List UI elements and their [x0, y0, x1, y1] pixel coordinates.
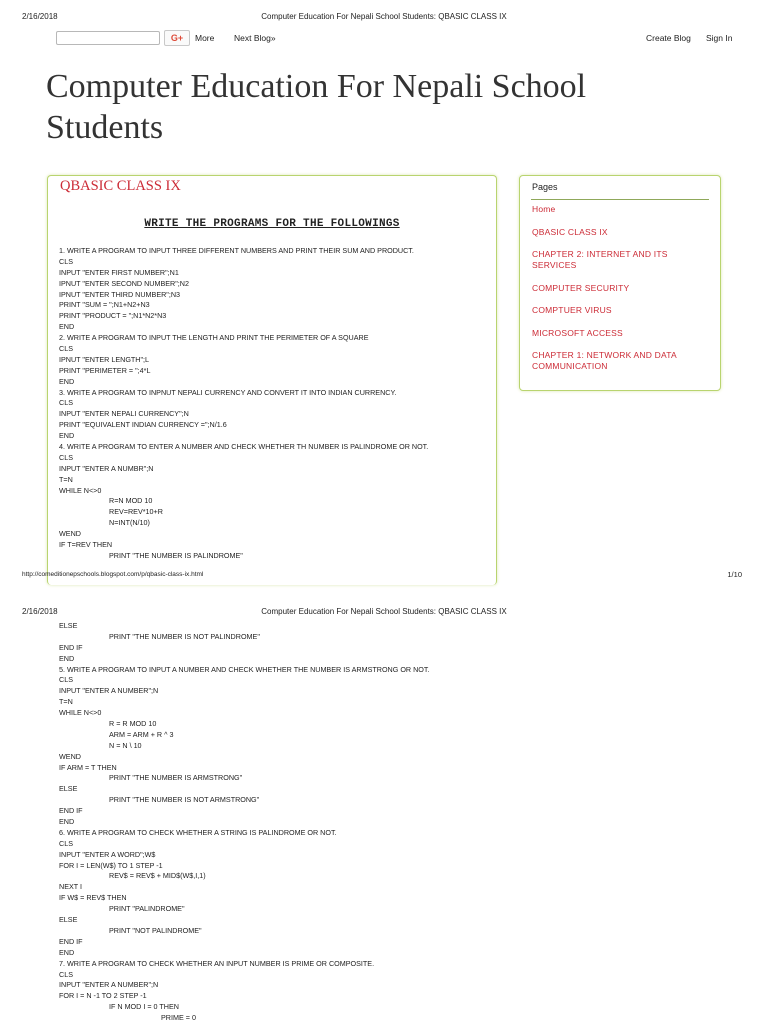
- code-line: IPNUT "ENTER SECOND NUMBER";N2: [59, 278, 189, 288]
- code-line: FOR I = LEN(W$) TO 1 STEP -1: [59, 860, 163, 870]
- code-line: ELSE: [59, 915, 78, 925]
- print-date: 2/16/2018: [22, 607, 58, 616]
- code-line: PRINT "EQUIVALENT INDIAN CURRENCY =";N/1.6: [59, 420, 227, 430]
- code-line: END: [59, 322, 75, 332]
- code-line: PRINT "PALINDROME": [109, 904, 185, 914]
- sidebar-item-microsoft-access[interactable]: MICROSOFT ACCESS: [532, 327, 623, 338]
- code-line: IF ARM = T THEN: [59, 762, 117, 772]
- code-line: WHILE N<>0: [59, 485, 102, 495]
- code-line: INPUT "ENTER FIRST NUMBER";N1: [59, 267, 179, 277]
- sidebar-item-chapter-2[interactable]: CHAPTER 2: INTERNET AND ITS SERVICES: [532, 249, 668, 270]
- code-line: CLS: [59, 675, 73, 685]
- code-line: CLS: [59, 398, 73, 408]
- code-line: END IF: [59, 642, 83, 652]
- print-date: 2/16/2018: [22, 12, 58, 21]
- sidebar-item-computer-security[interactable]: COMPUTER SECURITY: [532, 282, 630, 293]
- code-line: 1. WRITE A PROGRAM TO INPUT THREE DIFFERENT NUMBERS AND PRINT THEIR SUM AND PRODUCT.: [59, 246, 414, 255]
- code-line: PRINT "THE NUMBER IS PALINDROME": [109, 550, 243, 560]
- code-line: FOR I = N -1 TO 2 STEP -1: [59, 991, 147, 1001]
- code-line: IF N MOD I = 0 THEN: [109, 1002, 179, 1012]
- sidebar-item-qbasic-class-ix[interactable]: QBASIC CLASS IX: [532, 226, 608, 237]
- post-title: QBASIC CLASS IX: [60, 178, 181, 194]
- print-footer: [0, 568, 768, 582]
- code-line: PRIME = 0: [161, 1013, 196, 1023]
- code-line: END: [59, 653, 75, 663]
- code-line: IF W$ = REV$ THEN: [59, 893, 127, 903]
- code-line: T=N: [59, 474, 73, 484]
- blogger-navbar: [56, 30, 736, 48]
- code-line: T=N: [59, 697, 73, 707]
- code-line: N = N \ 10: [109, 740, 142, 750]
- google-plus-button[interactable]: G+: [164, 30, 190, 46]
- code-line: INPUT "ENTER A NUMBER";N: [59, 686, 159, 696]
- print-url: http://comeditionepschools.blogspot.com/p/qbasic-class-ix.html: [22, 571, 204, 578]
- more-link[interactable]: More: [195, 33, 215, 43]
- code-line: ARM = ARM + R ^ 3: [109, 729, 174, 739]
- code-line: END: [59, 817, 75, 827]
- code-line: 3. WRITE A PROGRAM TO INPNUT NEPALI CURRENCY AND CONVERT IT INTO INDIAN CURRENCY.: [59, 387, 397, 397]
- code-line: END: [59, 431, 75, 441]
- code-line: WEND: [59, 529, 81, 539]
- code-line: INPUT "ENTER A NUMBR";N: [59, 463, 154, 473]
- blog-title-line2: Students: [46, 109, 164, 146]
- code-line: PRINT "THE NUMBER IS NOT ARMSTRONG": [109, 795, 260, 805]
- sidebar-list: [532, 204, 712, 384]
- sidebar-item-computer-virus[interactable]: COMPTUER VIRUS: [532, 305, 612, 315]
- code-line: INPUT "ENTER A NUMBER";N: [59, 980, 159, 990]
- code-line: END IF: [59, 806, 83, 816]
- code-line: WEND: [59, 751, 81, 761]
- search-input[interactable]: [56, 31, 160, 45]
- code-line: R = R MOD 10: [109, 719, 157, 729]
- code-line: ELSE: [59, 621, 78, 630]
- print-header-page2: [0, 603, 768, 619]
- code-line: CLS: [59, 344, 73, 354]
- code-line: INPUT "ENTER NEPALI CURRENCY";N: [59, 409, 189, 419]
- sidebar-divider: [531, 199, 709, 200]
- sign-in-link[interactable]: Sign In: [706, 33, 733, 43]
- code-line: ELSE: [59, 784, 78, 794]
- code-line: REV=REV*10+R: [109, 507, 163, 517]
- code-line: CLS: [59, 838, 73, 848]
- code-line: 2. WRITE A PROGRAM TO INPUT THE LENGTH AND PRINT THE PERIMETER OF A SQUARE: [59, 333, 369, 343]
- code-line: PRINT "THE NUMBER IS ARMSTRONG": [109, 773, 243, 783]
- code-line: 7. WRITE A PROGRAM TO CHECK WHETHER AN INPUT NUMBER IS PRIME OR COMPOSITE.: [59, 958, 375, 968]
- code-line: END IF: [59, 936, 83, 946]
- next-blog-link[interactable]: Next Blog»: [234, 33, 276, 43]
- print-page-number: 1/10: [727, 570, 742, 579]
- print-header: [0, 8, 768, 24]
- code-line: 4. WRITE A PROGRAM TO ENTER A NUMBER AND CHECK WHETHER TH NUMBER IS PALINDROME OR NOT.: [59, 442, 429, 452]
- create-blog-link[interactable]: Create Blog: [646, 33, 691, 43]
- code-line: N=INT(N/10): [109, 518, 150, 528]
- code-line: END: [59, 376, 75, 386]
- code-line: IPNUT "ENTER THIRD NUMBER";N3: [59, 289, 181, 299]
- code-line: IF T=REV THEN: [59, 540, 113, 550]
- blog-title-line1: Computer Education For Nepali School: [46, 68, 587, 105]
- print-page-title: Computer Education For Nepali School Students: QBASIC CLASS IX: [261, 12, 507, 21]
- code-line: CLS: [59, 256, 73, 266]
- code-line: 5. WRITE A PROGRAM TO INPUT A NUMBER AND CHECK WHETHER THE NUMBER IS ARMSTRONG OR NOT.: [59, 664, 430, 674]
- code-line: 6. WRITE A PROGRAM TO CHECK WHETHER A STRING IS PALINDROME OR NOT.: [59, 827, 337, 837]
- code-line: INPUT "ENTER A WORD";W$: [59, 849, 156, 859]
- code-line: PRINT "PERIMETER = ";4*L: [59, 365, 151, 375]
- code-line: REV$ = REV$ + MID$(W$,I,1): [109, 871, 206, 881]
- program-heading: WRITE THE PROGRAMS FOR THE FOLLOWINGS: [144, 218, 400, 230]
- code-line: CLS: [59, 969, 73, 979]
- code-line: CLS: [59, 452, 73, 462]
- post-body-page1: [59, 246, 428, 562]
- code-line: PRINT "SUM = ";N1+N2+N3: [59, 300, 150, 310]
- code-line: R=N MOD 10: [109, 496, 153, 506]
- sidebar-item-chapter-1[interactable]: CHAPTER 1: NETWORK AND DATA COMMUNICATION: [532, 350, 677, 371]
- code-line: IPNUT "ENTER LENGTH";L: [59, 354, 150, 364]
- code-line: PRINT "PRODUCT = ";N1*N2*N3: [59, 311, 167, 321]
- pages-sidebar: [519, 175, 721, 391]
- print-page-title: Computer Education For Nepali School Students: QBASIC CLASS IX: [261, 607, 507, 616]
- sidebar-item-home[interactable]: Home: [532, 204, 556, 214]
- post-body-page2: [59, 621, 429, 1024]
- sidebar-title: Pages: [532, 182, 558, 192]
- blog-title[interactable]: [46, 66, 736, 148]
- code-line: PRINT "THE NUMBER IS NOT PALINDROME": [109, 631, 260, 641]
- code-line: NEXT I: [59, 882, 83, 892]
- code-line: WHILE N<>0: [59, 708, 102, 718]
- code-line: PRINT "NOT PALINDROME": [109, 925, 202, 935]
- code-line: END: [59, 947, 75, 957]
